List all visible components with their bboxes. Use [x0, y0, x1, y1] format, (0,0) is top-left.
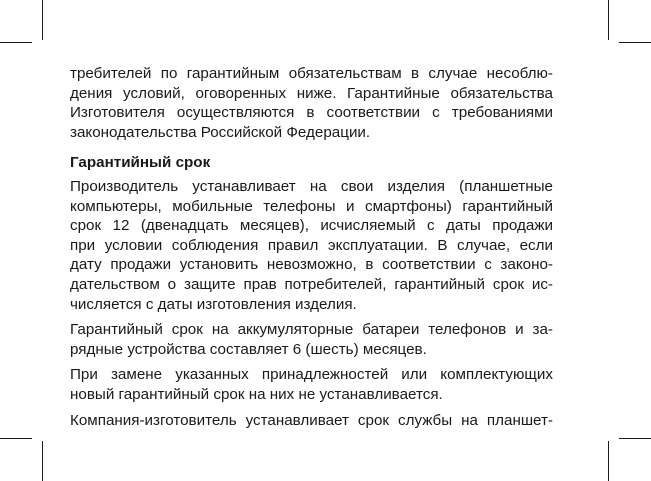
text-line: компьютеры, мобильные телефоны и смартфоны) гарантийный [70, 197, 553, 215]
crop-mark-top-right-horizontal [619, 42, 651, 43]
text-line: Гарантийный срок на аккумуляторные батареи телефонов и за- [70, 321, 553, 339]
text-line: дения условий, оговоренных ниже. Гарантийные обязательства [70, 84, 553, 102]
text-line: Изготовителя осуществляются в соответствии с требованиями [70, 104, 553, 122]
text-line: законодательства Российской Федерации. [70, 123, 371, 141]
paragraph-service-life [70, 411, 553, 431]
text-line: рядные устройства составляет 6 (шесть) месяцев. [70, 340, 427, 358]
intro-paragraph [70, 64, 553, 142]
text-line: при условии соблюдения правил эксплуатации. В случае, если [70, 236, 553, 254]
text-line: числяется с даты изготовления изделия. [70, 295, 357, 313]
crop-mark-bottom-right-horizontal [619, 438, 651, 439]
text-line: дательством о защите прав потребителей, гарантийный срок ис- [70, 275, 553, 293]
text-line: Производитель устанавливает на свои изделия (планшетные [70, 177, 553, 195]
crop-mark-bottom-left-horizontal [0, 438, 32, 439]
crop-mark-top-right-vertical [608, 0, 609, 40]
text-line: Компания-изготовитель устанавливает срок службы на планшет- [70, 411, 553, 429]
document-body [70, 64, 553, 430]
paragraph-replacement [70, 365, 553, 404]
paragraph-warranty-period [70, 177, 553, 314]
crop-mark-top-left-horizontal [0, 42, 32, 43]
text-line: срок 12 (двенадцать месяцев), исчисляемый с даты продажи [70, 217, 553, 235]
section-heading: Гарантийный срок [70, 154, 211, 172]
text-line: дату продажи установить невозможно, в соответствии с законо- [70, 256, 553, 274]
text-line: новый гарантийный срок на них не устанавливается. [70, 385, 443, 403]
text-line: требителей по гарантийным обязательствам в случае несоблю- [70, 65, 553, 82]
paragraph-battery-warranty [70, 320, 553, 359]
crop-mark-bottom-right-vertical [608, 441, 609, 481]
crop-mark-bottom-left-vertical [42, 441, 43, 481]
text-line: При замене указанных принадлежностей или комплектующих [70, 366, 553, 384]
crop-mark-top-left-vertical [42, 0, 43, 40]
